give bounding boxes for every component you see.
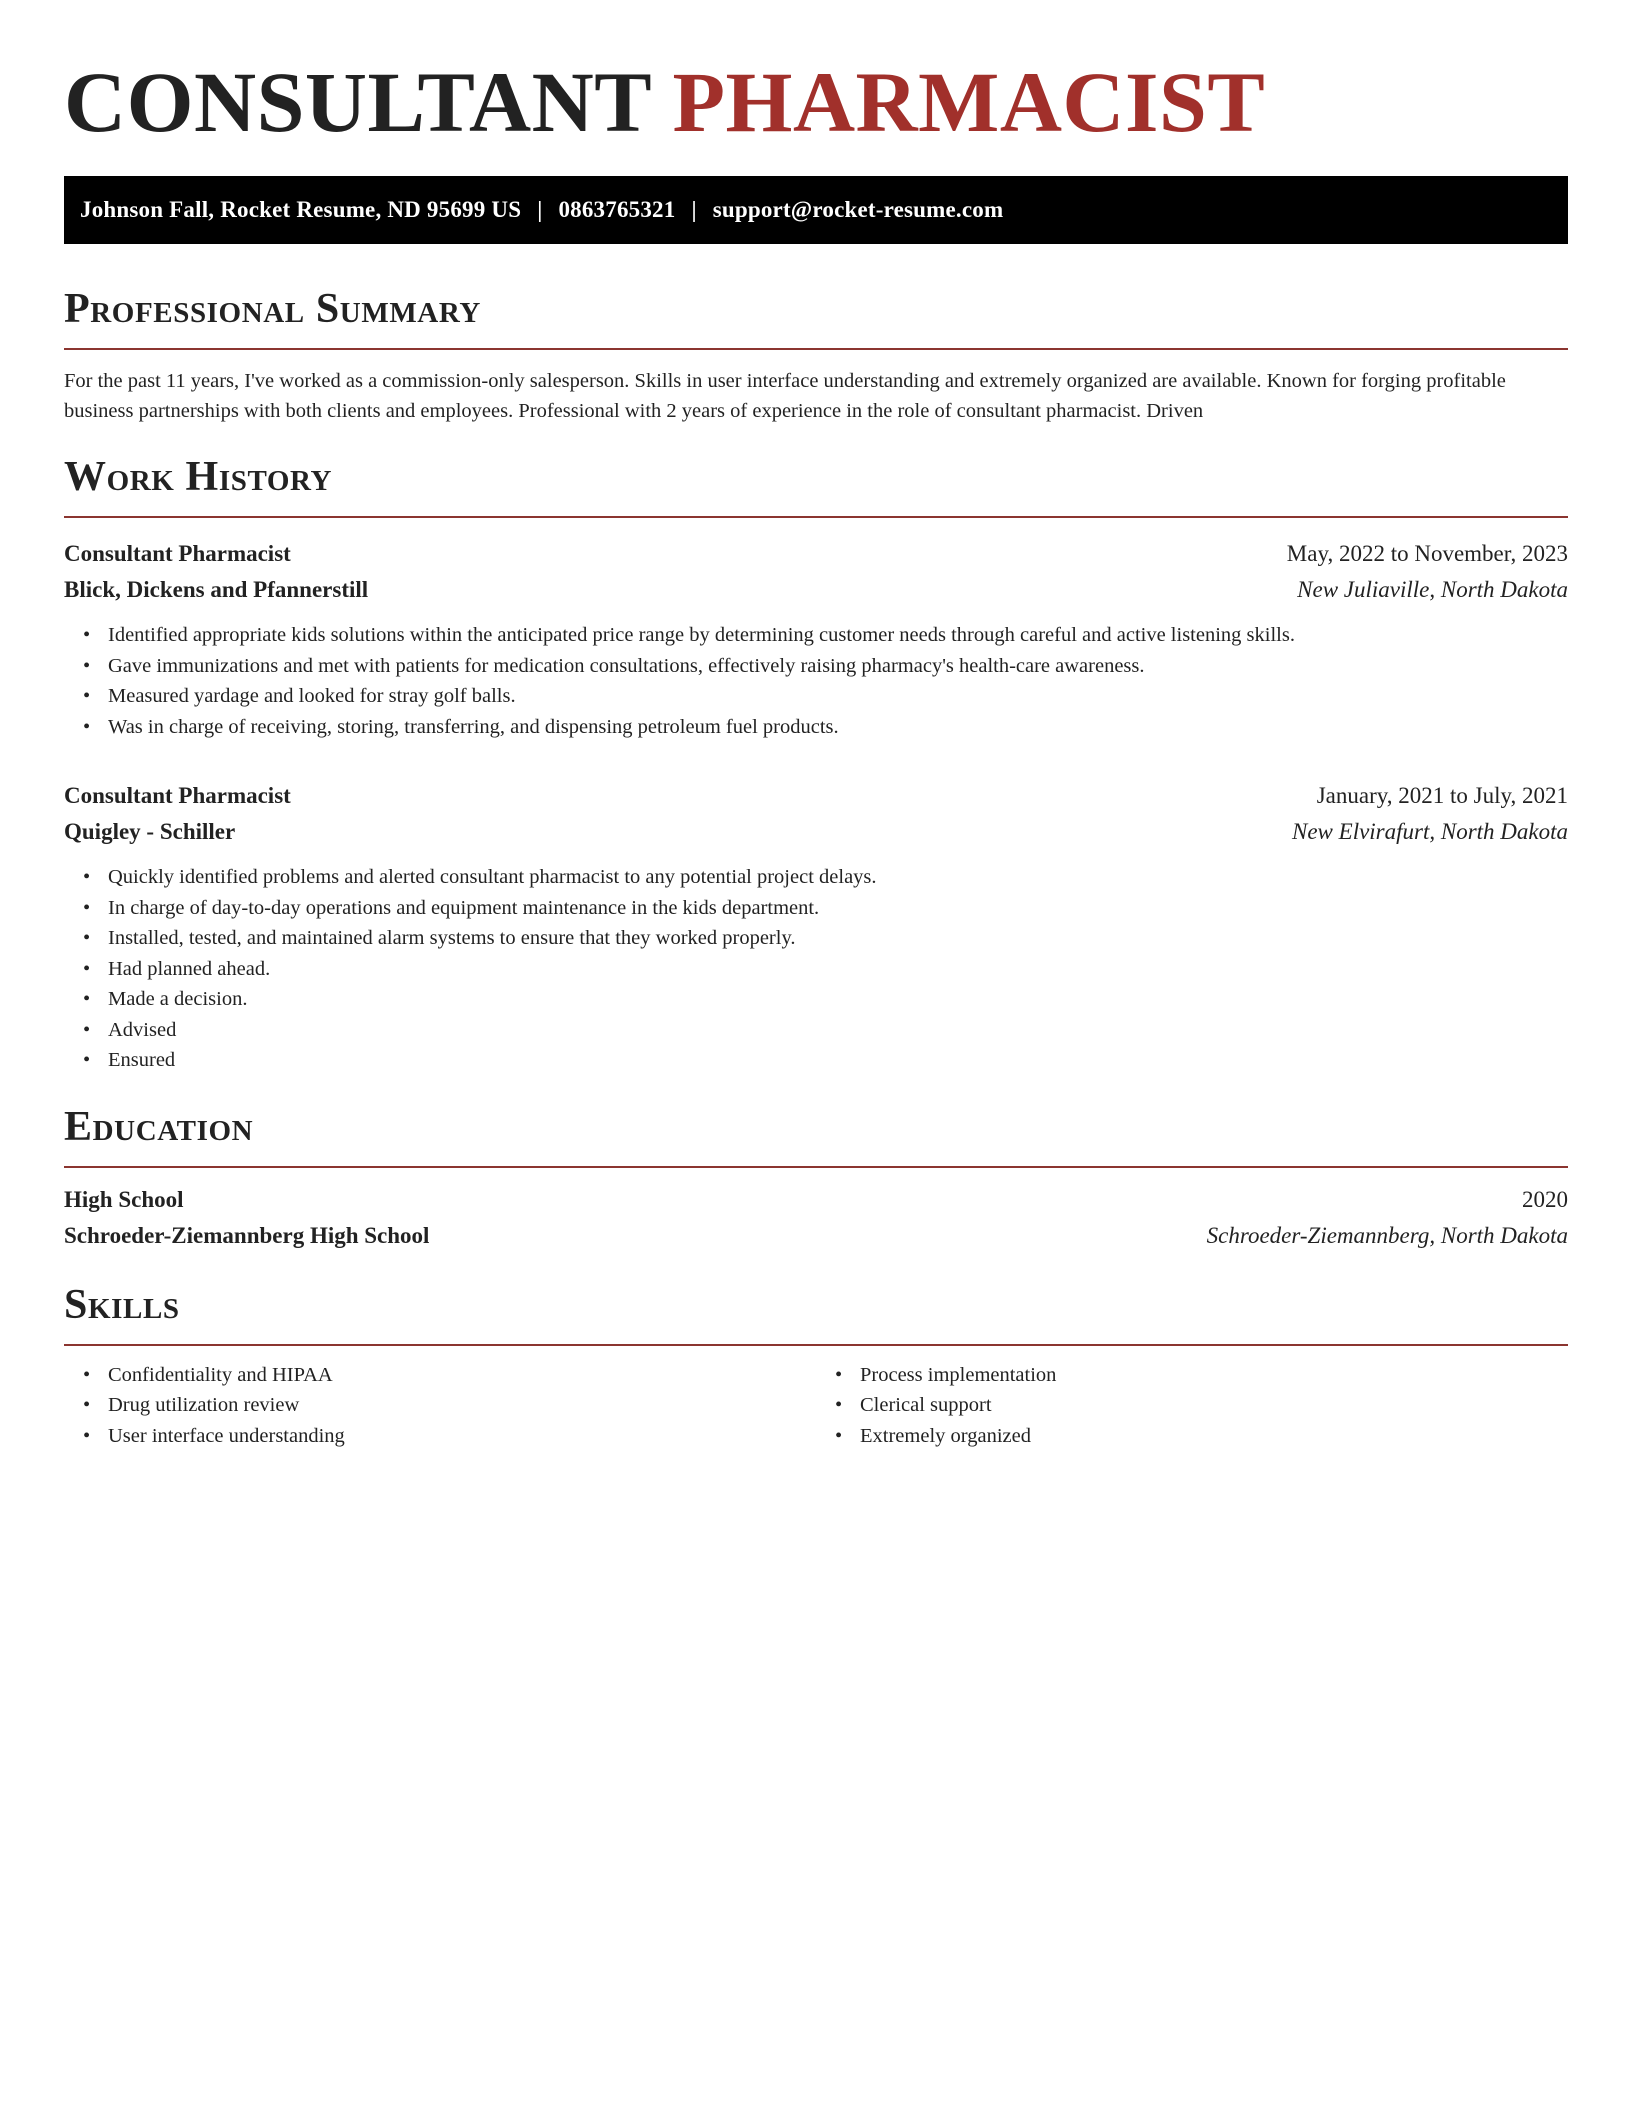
job-bullet: • Installed, tested, and maintained alarm systems to ensure that they worked properly. [108,923,1568,954]
skills-column [64,1360,816,1452]
education-school: Schroeder-Ziemannberg High School [64,1222,430,1248]
education-school-row [64,1218,1568,1254]
job-bullet: • Quickly identified problems and alerted consultant pharmacist to any potential project delays. [108,862,1568,893]
skill-item: • Clerical support [860,1390,1568,1421]
job-company: Blick, Dickens and Pfannerstill [64,577,369,602]
job-bullet: • Was in charge of receiving, storing, transferring, and dispensing petroleum fuel products. [108,712,1568,743]
summary-section [64,284,1568,426]
skills-section [64,1280,1568,1452]
section-divider [64,516,1568,518]
skill-item: • Process implementation [860,1360,1568,1391]
skill-item: • User interface understanding [108,1421,816,1452]
job-dates: May, 2022 to November, 2023 [1286,541,1568,566]
job-bullet: • Had planned ahead. [108,954,1568,985]
skill-item: • Extremely organized [860,1421,1568,1452]
contact-separator: | [691,197,697,222]
section-divider [64,1166,1568,1168]
job-bullet: • In charge of day-to-day operations and equipment maintenance in the kids department. [108,893,1568,924]
education-year: 2020 [1522,1186,1568,1212]
job-location: New Juliaville, North Dakota [1297,577,1568,602]
job-title-row [64,778,1568,814]
title-second-word: PHARMACIST [672,54,1266,150]
section-divider [64,348,1568,350]
job-bullet: • Advised [108,1015,1568,1046]
work-history-section [64,452,1568,1076]
job-bullets [64,620,1568,742]
job-company-row [64,814,1568,850]
job-company-row [64,572,1568,608]
summary-text: For the past 11 years, I've worked as a commission-only salesperson. Skills in user interface understanding and extremely organized are available. Known for forging profitable business partnerships with both clients and employees. Professional with 2 years of experience in the role of consultant pharmacist. Driven [64,370,1506,422]
job-dates: January, 2021 to July, 2021 [1316,783,1568,808]
section-heading-skills: Skills [64,1281,180,1328]
job-entry [64,778,1568,1076]
job-bullet: • Ensured [108,1045,1568,1076]
section-heading-education: Education [64,1103,254,1150]
job-bullet: • Made a decision. [108,984,1568,1015]
education-degree-row [64,1182,1568,1218]
job-bullet: • Identified appropriate kids solutions within the anticipated price range by determining customer needs through careful and active listening skills. [108,620,1568,651]
contact-separator: | [537,197,543,222]
contact-bar [64,176,1568,244]
section-heading-work-history: Work History [64,454,333,500]
skills-column [816,1360,1568,1452]
education-location: Schroeder-Ziemannberg, North Dakota [1206,1222,1568,1248]
skill-item: • Drug utilization review [108,1390,816,1421]
title-first-word: CONSULTANT [64,54,651,150]
skill-item: • Confidentiality and HIPAA [108,1360,816,1391]
resume-title [64,52,1568,152]
contact-phone: 0863765321 [558,197,676,222]
section-heading-summary: Professional Summary [64,286,481,332]
education-degree: High School [64,1186,184,1212]
job-title: Consultant Pharmacist [64,541,291,566]
job-title: Consultant Pharmacist [64,783,291,808]
education-section [64,1102,1568,1254]
job-entry [64,536,1568,742]
contact-email: support@rocket-resume.com [712,197,1004,222]
job-location: New Elvirafurt, North Dakota [1292,819,1568,844]
job-bullet: • Measured yardage and looked for stray golf balls. [108,681,1568,712]
contact-address: Johnson Fall, Rocket Resume, ND 95699 US [80,197,522,222]
job-bullets [64,862,1568,1076]
education-entry [64,1182,1568,1254]
section-divider [64,1344,1568,1346]
job-bullet: • Gave immunizations and met with patients for medication consultations, effectively raising pharmacy's health-care awareness. [108,651,1568,682]
skills-grid [64,1360,1568,1452]
job-company: Quigley - Schiller [64,819,236,844]
job-title-row [64,536,1568,572]
